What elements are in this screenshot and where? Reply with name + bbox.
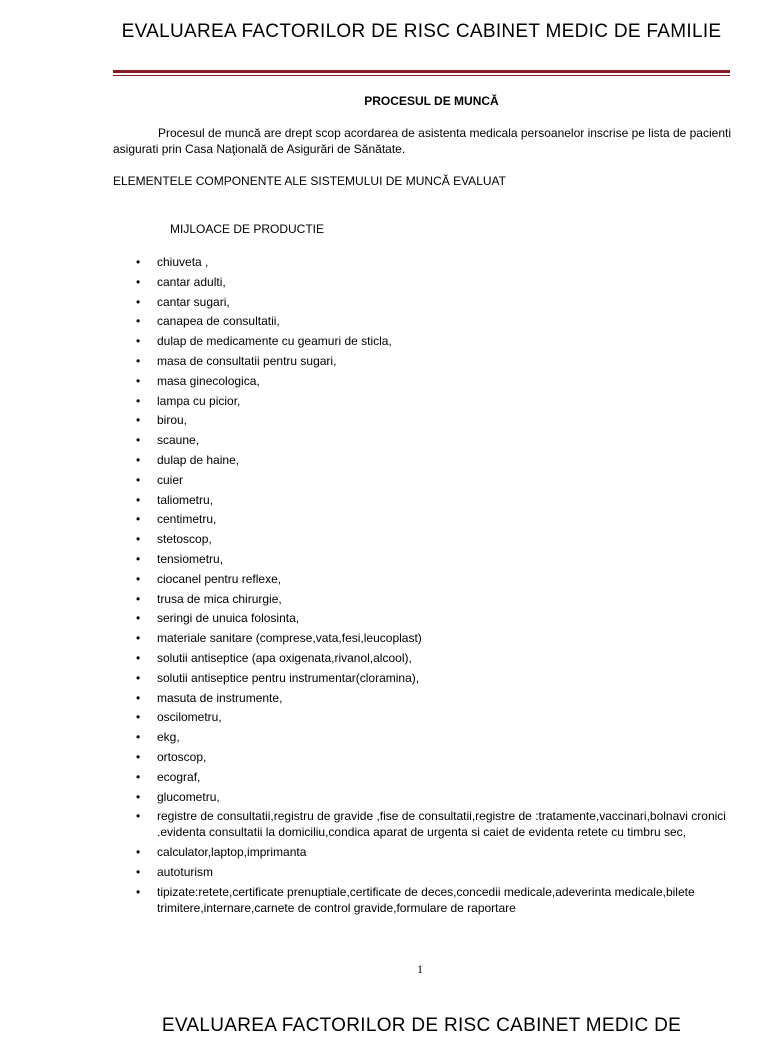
bullet-icon: • [136, 314, 141, 329]
bullet-icon: • [136, 865, 141, 880]
document-title: EVALUAREA FACTORILOR DE RISC CABINET MEDIC DE FAMILIE [121, 21, 722, 42]
bullet-icon: • [136, 512, 141, 527]
list-item-text: cuier [157, 472, 184, 487]
list-item-text: cantar adulti, [157, 274, 226, 289]
list-item [0, 570, 730, 590]
list-item-text: registre de consultatii,registru de gravide ,fise de consultatii,registre de :tratamente,vaccinari,bolnavi cronici .evidenta consultatii la domiciliu,condica aparat de urgenta si caiet de evidenta retete cu timbru sec, [157, 809, 726, 840]
list-item-text: canapea de consultatii, [157, 314, 280, 329]
list-item [0, 530, 730, 550]
list-item-text: cantar sugari, [157, 294, 230, 309]
bullet-icon: • [136, 393, 141, 408]
list-item [0, 883, 730, 919]
list-item [0, 788, 730, 808]
list-item-text: tipizate:retete,certificate prenuptiale,certificate de deces,concedii medicale,adeverinta medicale,bilete trimitere,internare,carnete de control gravide,formulare de raportare [157, 884, 695, 915]
list-item [0, 451, 730, 471]
list-item-text: oscilometru, [157, 710, 222, 725]
equipment-list [0, 253, 730, 919]
list-item-text: dulap de haine, [157, 452, 240, 467]
list-item [0, 550, 730, 570]
bullet-icon: • [136, 334, 141, 349]
list-item-text: autoturism [157, 865, 214, 880]
next-page-title: EVALUAREA FACTORILOR DE RISC CABINET MEDIC DE [161, 1015, 682, 1036]
list-item [0, 629, 730, 649]
bullet-icon: • [136, 670, 141, 685]
section-heading: PROCESUL DE MUNCĂ [364, 94, 499, 108]
list-item [0, 807, 730, 843]
bullet-icon: • [136, 650, 141, 665]
list-item [0, 609, 730, 629]
intro-paragraph: Procesul de muncă are drept scop acordarea de asistenta medicala persoanelor inscrise pe lista de pacienti asigurati prin Casa Naţională de Asigurări de Sănătate. [113, 126, 731, 156]
list-item [0, 649, 730, 669]
list-item [0, 273, 730, 293]
list-item [0, 843, 730, 863]
list-item-text: stetoscop, [157, 532, 212, 547]
bullet-icon: • [136, 690, 141, 705]
bullet-icon: • [136, 255, 141, 269]
list-item [0, 669, 730, 689]
list-item-text: centimetru, [157, 512, 217, 527]
list-item [0, 431, 730, 451]
list-item-text: seringi de unuica folosinta, [157, 611, 300, 626]
list-item-text: solutii antiseptice (apa oxigenata,rivanol,alcool), [157, 650, 412, 665]
list-item [0, 293, 730, 313]
list-item [0, 768, 730, 788]
list-item-text: chiuveta , [157, 255, 209, 269]
list-item [0, 708, 730, 728]
bullet-icon: • [136, 884, 141, 899]
list-item-text: dulap de medicamente cu geamuri de sticla, [157, 334, 392, 349]
list-item-text: masa ginecologica, [157, 373, 260, 388]
bullet-icon: • [136, 294, 141, 309]
bullet-icon: • [136, 353, 141, 368]
list-item [0, 392, 730, 412]
bullet-icon: • [136, 631, 141, 646]
list-item-text: masa de consultatii pentru sugari, [157, 353, 337, 368]
list-item-text: glucometru, [157, 789, 220, 804]
list-item-text: materiale sanitare (comprese,vata,fesi,leucoplast) [157, 631, 422, 646]
list-item-text: calculator,laptop,imprimanta [157, 845, 307, 860]
bullet-icon: • [136, 789, 141, 804]
list-item-text: lampa cu picior, [157, 393, 241, 408]
list-item [0, 748, 730, 768]
bullet-icon: • [136, 433, 141, 448]
bullet-icon: • [136, 492, 141, 507]
list-item [0, 352, 730, 372]
bullet-icon: • [136, 730, 141, 745]
list-item-text: taliometru, [157, 492, 214, 507]
bullet-icon: • [136, 710, 141, 725]
list-item-text: scaune, [157, 433, 200, 448]
list-item [0, 491, 730, 511]
bullet-icon: • [136, 611, 141, 626]
bullet-icon: • [136, 472, 141, 487]
bullet-icon: • [136, 373, 141, 388]
list-item [0, 590, 730, 610]
bullet-icon: • [136, 845, 141, 860]
list-item [0, 253, 730, 273]
list-item [0, 312, 730, 332]
list-item-text: ecograf, [157, 769, 201, 784]
bullet-icon: • [136, 452, 141, 467]
elements-heading: ELEMENTELE COMPONENTE ALE SISTEMULUI DE MUNCĂ EVALUAT [113, 174, 506, 188]
list-item [0, 510, 730, 530]
means-of-production-heading: MIJLOACE DE PRODUCTIE [170, 222, 325, 236]
list-item [0, 728, 730, 748]
title-divider-thick [113, 70, 730, 73]
list-item-text: ciocanel pentru reflexe, [157, 571, 282, 586]
bullet-icon: • [136, 591, 141, 606]
list-item-text: birou, [157, 413, 188, 428]
list-item-text: ortoscop, [157, 749, 207, 764]
bullet-icon: • [136, 809, 141, 824]
list-item-text: solutii antiseptice pentru instrumentar(cloramina), [157, 670, 420, 685]
list-item-text: masuta de instrumente, [157, 690, 283, 705]
list-item [0, 863, 730, 883]
list-item [0, 332, 730, 352]
bullet-icon: • [136, 413, 141, 428]
page-number: 1 [417, 962, 423, 976]
list-item [0, 689, 730, 709]
bullet-icon: • [136, 532, 141, 547]
list-item [0, 372, 730, 392]
list-item-text: ekg, [157, 730, 180, 745]
list-item-text: tensiometru, [157, 551, 224, 566]
title-divider-thin [113, 75, 730, 76]
list-item-text: trusa de mica chirurgie, [157, 591, 282, 606]
bullet-icon: • [136, 571, 141, 586]
list-item [0, 471, 730, 491]
bullet-icon: • [136, 551, 141, 566]
bullet-icon: • [136, 769, 141, 784]
bullet-icon: • [136, 749, 141, 764]
bullet-icon: • [136, 274, 141, 289]
list-item [0, 411, 730, 431]
